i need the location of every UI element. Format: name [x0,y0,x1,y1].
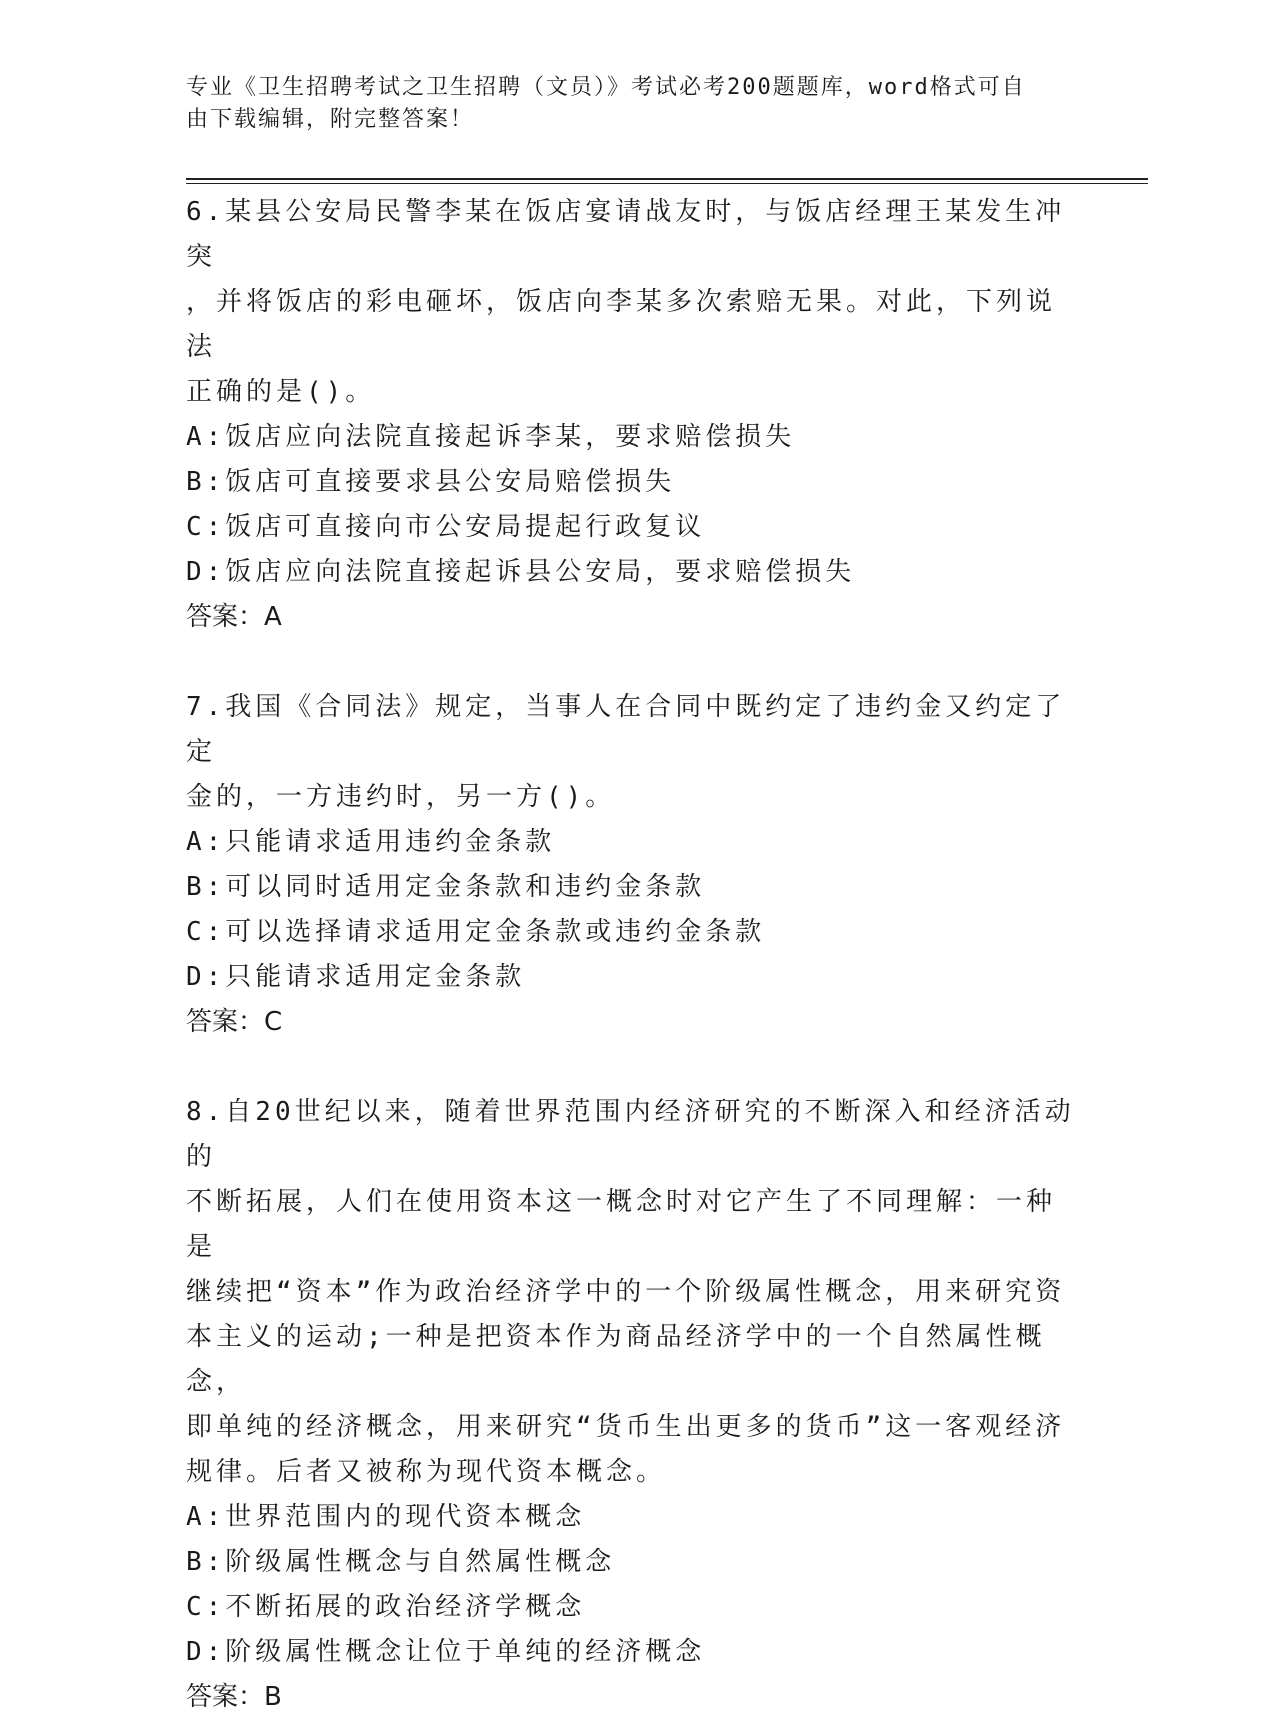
question-stem-line: 即单纯的经济概念，用来研究“货币生出更多的货币”这一客观经济 [186,1412,1066,1442]
header-divider-thick [186,178,1148,180]
question-8 [186,1090,1076,1720]
option-b: B:阶级属性概念与自然属性概念 [186,1547,616,1577]
question-stem-line: 继续把“资本”作为政治经济学中的一个阶级属性概念，用来研究资 [186,1277,1066,1307]
question-stem-line: 本主义的运动;一种是把资本作为商品经济学中的一个自然属性概念， [186,1322,1046,1397]
option-a: A:饭店应向法院直接起诉李某，要求赔偿损失 [186,422,796,452]
option-b: B:饭店可直接要求县公安局赔偿损失 [186,467,676,497]
question-stem-line: 正确的是()。 [186,377,376,407]
question-stem-line: 6.某县公安局民警李某在饭店宴请战友时，与饭店经理王某发生冲突 [186,197,1066,272]
option-b: B:可以同时适用定金条款和违约金条款 [186,872,706,902]
header-line-1: 专业《卫生招聘考试之卫生招聘（文员）》考试必考200题题库，word格式可自 [186,75,1026,100]
header-divider-thin [186,183,1148,184]
header-line-2: 由下载编辑，附完整答案！ [186,107,475,132]
question-stem-line: 金的，一方违约时，另一方()。 [186,782,616,812]
document-header [186,72,1066,136]
option-d: D:饭店应向法院直接起诉县公安局，要求赔偿损失 [186,557,856,587]
answer: 答案：C [186,1007,283,1037]
question-spacer [186,1045,1076,1090]
question-stem-line: 不断拓展，人们在使用资本这一概念时对它产生了不同理解：一种是 [186,1187,1057,1262]
option-a: A:世界范围内的现代资本概念 [186,1502,586,1532]
question-7 [186,685,1076,1045]
question-list [186,190,1076,1720]
question-stem-line: ，并将饭店的彩电砸坏，饭店向李某多次索赔无果。对此，下列说法 [186,287,1057,362]
question-6 [186,190,1076,640]
option-a: A:只能请求适用违约金条款 [186,827,556,857]
option-d: D:只能请求适用定金条款 [186,962,526,992]
option-c: C:可以选择请求适用定金条款或违约金条款 [186,917,766,947]
option-c: C:不断拓展的政治经济学概念 [186,1592,586,1622]
answer: 答案：B [186,1682,282,1712]
question-stem-line: 规律。后者又被称为现代资本概念。 [186,1457,667,1487]
option-c: C:饭店可直接向市公安局提起行政复议 [186,512,706,542]
question-spacer [186,640,1076,685]
question-stem-line: 8.自20世纪以来，随着世界范围内经济研究的不断深入和经济活动的 [186,1097,1075,1172]
answer: 答案：A [186,602,282,632]
option-d: D:阶级属性概念让位于单纯的经济概念 [186,1637,706,1667]
question-stem-line: 7.我国《合同法》规定，当事人在合同中既约定了违约金又约定了定 [186,692,1066,767]
